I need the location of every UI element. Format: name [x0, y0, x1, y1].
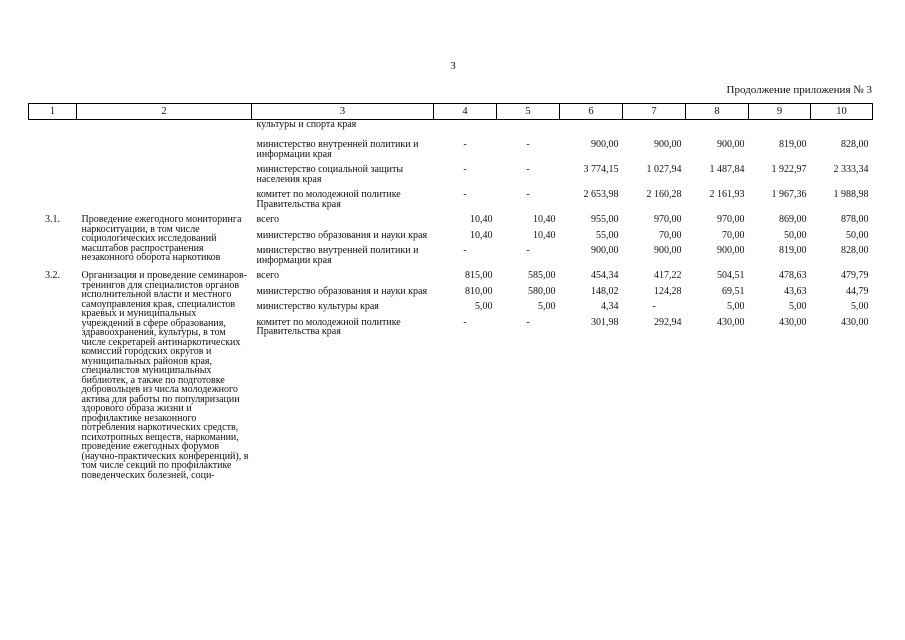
executor-cell: министерство социальной защиты населения края — [256, 164, 404, 185]
table-row — [29, 271, 873, 281]
executor-cell: министерство внутренней политики и информации края — [256, 245, 419, 266]
value-cell: 50,00 — [846, 229, 869, 241]
value-cell: 1 922,97 — [771, 164, 807, 175]
value-cell: 2 161,93 — [709, 189, 745, 200]
value-cell: 900,00 — [591, 139, 619, 150]
value-cell: 970,00 — [654, 214, 682, 225]
value-cell: - — [526, 164, 530, 175]
value-cell: - — [463, 316, 467, 328]
value-cell: 5,00 — [727, 301, 745, 312]
value-cell: 10,40 — [533, 214, 556, 225]
value-cell: 55,00 — [596, 229, 619, 241]
table-row — [29, 215, 873, 225]
value-cell: 828,00 — [841, 245, 869, 256]
value-cell: 430,00 — [717, 316, 745, 328]
value-cell: 430,00 — [779, 316, 807, 328]
value-cell: 869,00 — [779, 214, 807, 225]
table-row — [29, 140, 873, 159]
item-name: Проведение ежегодного мониторинга наркоситуации, в том числе социологических исследований масштабов распространения незаконного оборота наркотиков — [81, 214, 242, 263]
value-cell: 819,00 — [779, 139, 807, 150]
value-cell: 301,98 — [591, 316, 619, 328]
header-cell: 9 — [749, 104, 811, 120]
continued-executor: культуры и спорта края — [256, 119, 357, 130]
continuation-label: Продолжение приложения № 3 — [726, 84, 872, 96]
value-cell: 70,00 — [722, 229, 745, 241]
value-cell: 430,00 — [841, 316, 869, 328]
executor-cell: комитет по молодежной политике Правительства края — [256, 316, 401, 337]
value-cell: - — [652, 301, 656, 312]
value-cell: 2 160,28 — [646, 189, 682, 200]
executor-cell: всего — [256, 270, 280, 281]
value-cell: 10,40 — [470, 229, 493, 241]
value-cell: 504,51 — [717, 270, 745, 281]
header-cell: 5 — [497, 104, 560, 120]
table-row — [29, 190, 873, 209]
value-cell: 970,00 — [717, 214, 745, 225]
value-cell: 5,00 — [851, 301, 869, 312]
value-cell: - — [463, 245, 467, 256]
value-cell: 955,00 — [591, 214, 619, 225]
value-cell: 10,40 — [470, 214, 493, 225]
header-cell: 2 — [77, 104, 252, 120]
value-cell: 148,02 — [591, 285, 619, 297]
value-cell: - — [526, 245, 530, 256]
value-cell: 50,00 — [784, 229, 807, 241]
program-table — [28, 103, 873, 547]
value-cell: 1 967,36 — [771, 189, 807, 200]
item-name: Организация и проведение семинаров-тренингов для специалистов органов исполнительной власти и местного самоуправления края, специалистов краевых и муниципальных учреждений в сфере образования, здравоохранения, культуры, в том числе секретарей антинаркотических комиссий городских округов и муниципальных районов края, специалистов муниципальных библиотек, а также по подготовке добровольцев из числа молодежного актива для работы по популяризации здорового образа жизни и профилактике незаконного потребления наркотических средств, психотропных веществ, наркомании, проведение ежегодных форумов (научно-практических конференций), в том числе секций по профилактике поведенческих болезней, соци- — [81, 270, 249, 481]
executor-cell: министерство образования и науки края — [256, 285, 428, 297]
value-cell: - — [463, 189, 467, 200]
value-cell: 900,00 — [717, 245, 745, 256]
value-cell: 2 653,98 — [583, 189, 619, 200]
value-cell: - — [526, 316, 530, 328]
value-cell: 815,00 — [465, 270, 493, 281]
header-cell: 4 — [434, 104, 497, 120]
table-row — [29, 165, 873, 184]
value-cell: 900,00 — [591, 245, 619, 256]
executor-cell: комитет по молодежной политике Правительства края — [256, 189, 401, 210]
value-cell: 10,40 — [533, 229, 556, 241]
item-index: 3.2. — [45, 270, 60, 281]
value-cell: 478,63 — [779, 270, 807, 281]
item-index: 3.1. — [45, 214, 60, 225]
value-cell: 900,00 — [654, 139, 682, 150]
value-cell: 5,00 — [789, 301, 807, 312]
value-cell: 70,00 — [659, 229, 682, 241]
executor-cell: министерство образования и науки края — [256, 229, 428, 241]
value-cell: 900,00 — [654, 245, 682, 256]
value-cell: 900,00 — [717, 139, 745, 150]
header-cell: 3 — [252, 104, 434, 120]
value-cell: 124,28 — [654, 285, 682, 297]
executor-cell: всего — [256, 214, 280, 225]
value-cell: 878,00 — [841, 214, 869, 225]
value-cell: 479,79 — [841, 270, 869, 281]
value-cell: 4,34 — [601, 301, 619, 312]
page-number: 3 — [450, 60, 456, 72]
executor-cell: министерство культуры края — [256, 301, 379, 312]
value-cell: - — [526, 139, 530, 150]
executor-cell: министерство внутренней политики и информации края — [256, 139, 419, 160]
header-cell: 6 — [560, 104, 623, 120]
table-row — [29, 120, 873, 135]
header-cell: 8 — [686, 104, 749, 120]
value-cell: - — [463, 164, 467, 175]
value-cell: 1 487,84 — [709, 164, 745, 175]
value-cell: 43,63 — [784, 285, 807, 297]
value-cell: 292,94 — [654, 316, 682, 328]
value-cell: 580,00 — [528, 285, 556, 297]
header-row — [29, 104, 873, 120]
value-cell: 417,22 — [654, 270, 682, 281]
value-cell: 819,00 — [779, 245, 807, 256]
value-cell: 810,00 — [465, 285, 493, 297]
value-cell: 2 333,34 — [833, 164, 869, 175]
header-cell: 10 — [811, 104, 873, 120]
value-cell: 585,00 — [528, 270, 556, 281]
header-cell: 1 — [29, 104, 77, 120]
value-cell: - — [526, 189, 530, 200]
value-cell: 1 027,94 — [646, 164, 682, 175]
value-cell: 1 988,98 — [833, 189, 869, 200]
value-cell: 3 774,15 — [583, 164, 619, 175]
value-cell: 44,79 — [846, 285, 869, 297]
value-cell: 828,00 — [841, 139, 869, 150]
header-cell: 7 — [623, 104, 686, 120]
value-cell: 69,51 — [722, 285, 745, 297]
value-cell: 454,34 — [591, 270, 619, 281]
value-cell: 5,00 — [475, 301, 493, 312]
value-cell: 5,00 — [538, 301, 556, 312]
value-cell: - — [463, 139, 467, 150]
